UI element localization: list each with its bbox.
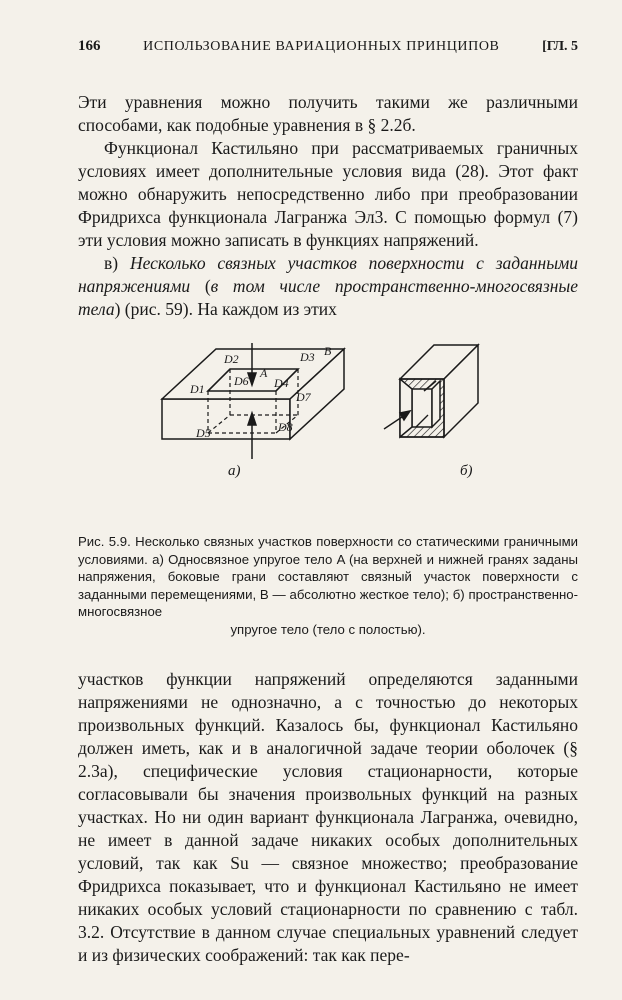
paragraph-1: Эти уравнения можно получить такими же различными способами, как подобные уравнения в § 2.2б. <box>78 92 578 135</box>
subfigure-a-label: а) <box>228 463 241 479</box>
label-d4: D4 <box>274 376 289 390</box>
figure-b-drawing <box>384 345 478 437</box>
paren-open: ( <box>190 276 211 296</box>
figure-caption <box>78 533 578 638</box>
paragraph-4: участков функции напряжений определяются заданными напряжениями не однозначно, а с точностью до некоторых произвольных функций. Казалось бы, функционал Кастильяно должен иметь, как и в аналогичной задаче теории оболочек (§ 2.3а), специфические условия стационарности, которые согласовывали бы значения произвольных функций на разных участках. Но ни один вариант функционала Лагранжа, очевидно, не имеет в данной задаче никаких особых дополнительных условий, так как Su — связное множество; преобразование Фридрихса показывает, что и функционал Кастильяно не имеет никаких особых условий стационарности по сравнению с табл. 3.2. Отсутствие в данном случае специальных уравнений следует и из физических соображений: так как пере- <box>78 669 578 965</box>
running-header <box>78 38 578 64</box>
caption-last-line: упругое тело (тело с полостью). <box>230 621 426 637</box>
label-d1: D1 <box>190 382 205 396</box>
label-a: A <box>260 366 268 380</box>
paragraph-3 <box>78 252 578 321</box>
label-d3: D3 <box>300 350 315 364</box>
label-d5: D5 <box>196 426 211 440</box>
item-marker: в) <box>104 253 130 273</box>
chapter-marker: [ГЛ. 5 <box>542 39 578 54</box>
figure-drawing <box>78 341 578 533</box>
figure-5-9 <box>78 341 578 533</box>
paragraph-3-tail: ) (рис. 59). На каждом из этих <box>114 299 337 319</box>
label-b: B <box>324 344 332 358</box>
subfigure-b-label: б) <box>460 463 473 479</box>
label-d8: D8 <box>278 420 293 434</box>
item-heading: Несколько связных участков поверхности с заданными напряжениями <box>78 253 579 296</box>
caption-text: Рис. 5.9. Несколько связных участков поверхности со статическими граничными условиями. а) Односвязное упругое тело A (на верхней и нижней гранях заданы напряжения, боковые грани составляют связный участок поверхности с заданными перемещениями, B — абсолютно жесткое тело); б) пространственно-многосвязное <box>78 534 578 619</box>
figure-a-drawing <box>162 343 344 459</box>
item-subheading: в том числе пространственно-многосвязные тела <box>78 276 579 319</box>
book-page <box>78 38 578 967</box>
label-d6: D6 <box>234 374 249 388</box>
paragraph-2: Функционал Кастильяно при рассматриваемых граничных условиях имеет дополнительные условия вида (28). Этот факт можно обнаружить непосредственно либо при преобразовании Фридрихса функционала Лагранжа Эл3. С помощью формул (7) эти условия можно записать в функциях напряжений. <box>78 138 578 250</box>
label-d2: D2 <box>224 352 239 366</box>
label-d7: D7 <box>296 390 311 404</box>
running-title: ИСПОЛЬЗОВАНИЕ ВАРИАЦИОННЫХ ПРИНЦИПОВ <box>143 39 500 54</box>
page-number: 166 <box>78 38 101 54</box>
